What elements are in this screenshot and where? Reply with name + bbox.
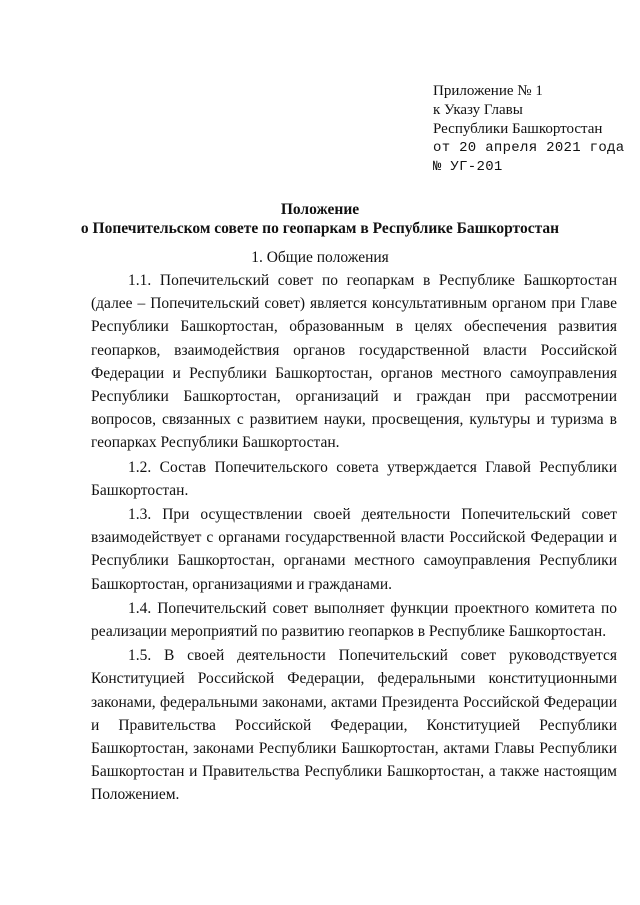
paragraph-number: 1.2. [128, 458, 152, 476]
paragraph-number: 1.3. [128, 506, 152, 524]
appendix-line-1: Приложение № 1 [433, 83, 543, 99]
paragraph-text: Попечительский совет по геопаркам в Республике Башкортостан (далее – Попечительский совет) является консультативным органом при Главе Республики Башкортостан, образованным в целях обеспечения развития геопарков, взаимодействия органов государственной власти Российской Федерации и Республики Башкортостан, органов местного самоуправления Республики Башкортостан, организаций и граждан при рассмотрении вопросов, связанных с развитием науки, просвещения, культуры и туризма в геопарках Республики Башкортостан. [91, 272, 617, 452]
paragraph-1-5 [91, 644, 617, 806]
appendix-date: от 20 апреля 2021 года [433, 140, 625, 156]
paragraph-number: 1.1. [128, 272, 152, 289]
paragraph-text: Попечительский совет выполняет функции проектного комитета по реализации мероприятий по развитию геопарков в Республике Башкортостан. [91, 599, 617, 641]
paragraph-number: 1.4. [128, 599, 152, 617]
paragraph-text: При осуществлении своей деятельности Попечительский совет взаимодействует с органами государственной власти Российской Федерации и Республики Башкортостан, органами местного самоуправления Республики Башкортостан, организациями и гражданами. [91, 506, 618, 593]
section-heading: 1. Общие положения [251, 249, 389, 266]
appendix-number: № УГ-201 [433, 159, 503, 175]
paragraph-1-2 [91, 456, 617, 502]
appendix-block [433, 82, 624, 177]
document-subtitle: о Попечительском совете по геопаркам в Республике Башкортостан [80, 220, 560, 237]
paragraph-1-1 [91, 269, 617, 455]
paragraph-text: Состав Попечительского совета утверждается Главой Республики Башкортостан. [91, 458, 617, 499]
appendix-line-3: Республики Башкортостан [433, 121, 603, 137]
paragraph-1-4 [91, 597, 617, 643]
document-body [91, 269, 617, 808]
appendix-line-2: к Указу Главы [433, 102, 523, 118]
paragraph-number: 1.5. [128, 647, 152, 665]
paragraph-text: В своей деятельности Попечительский совет руководствуется Конституцией Российской Федерации, федеральными конституционными законами, федеральными законами, актами Президента Российской Федерации и Правительства Российской Федерации, Конституцией Республики Башкортостан, законами Республики Башкортостан, актами Главы Республики Башкортостан и Правительства Республики Башкортостан, а также настоящим Положением. [91, 647, 617, 804]
document-title: Положение [280, 201, 360, 218]
paragraph-1-3 [91, 503, 617, 596]
